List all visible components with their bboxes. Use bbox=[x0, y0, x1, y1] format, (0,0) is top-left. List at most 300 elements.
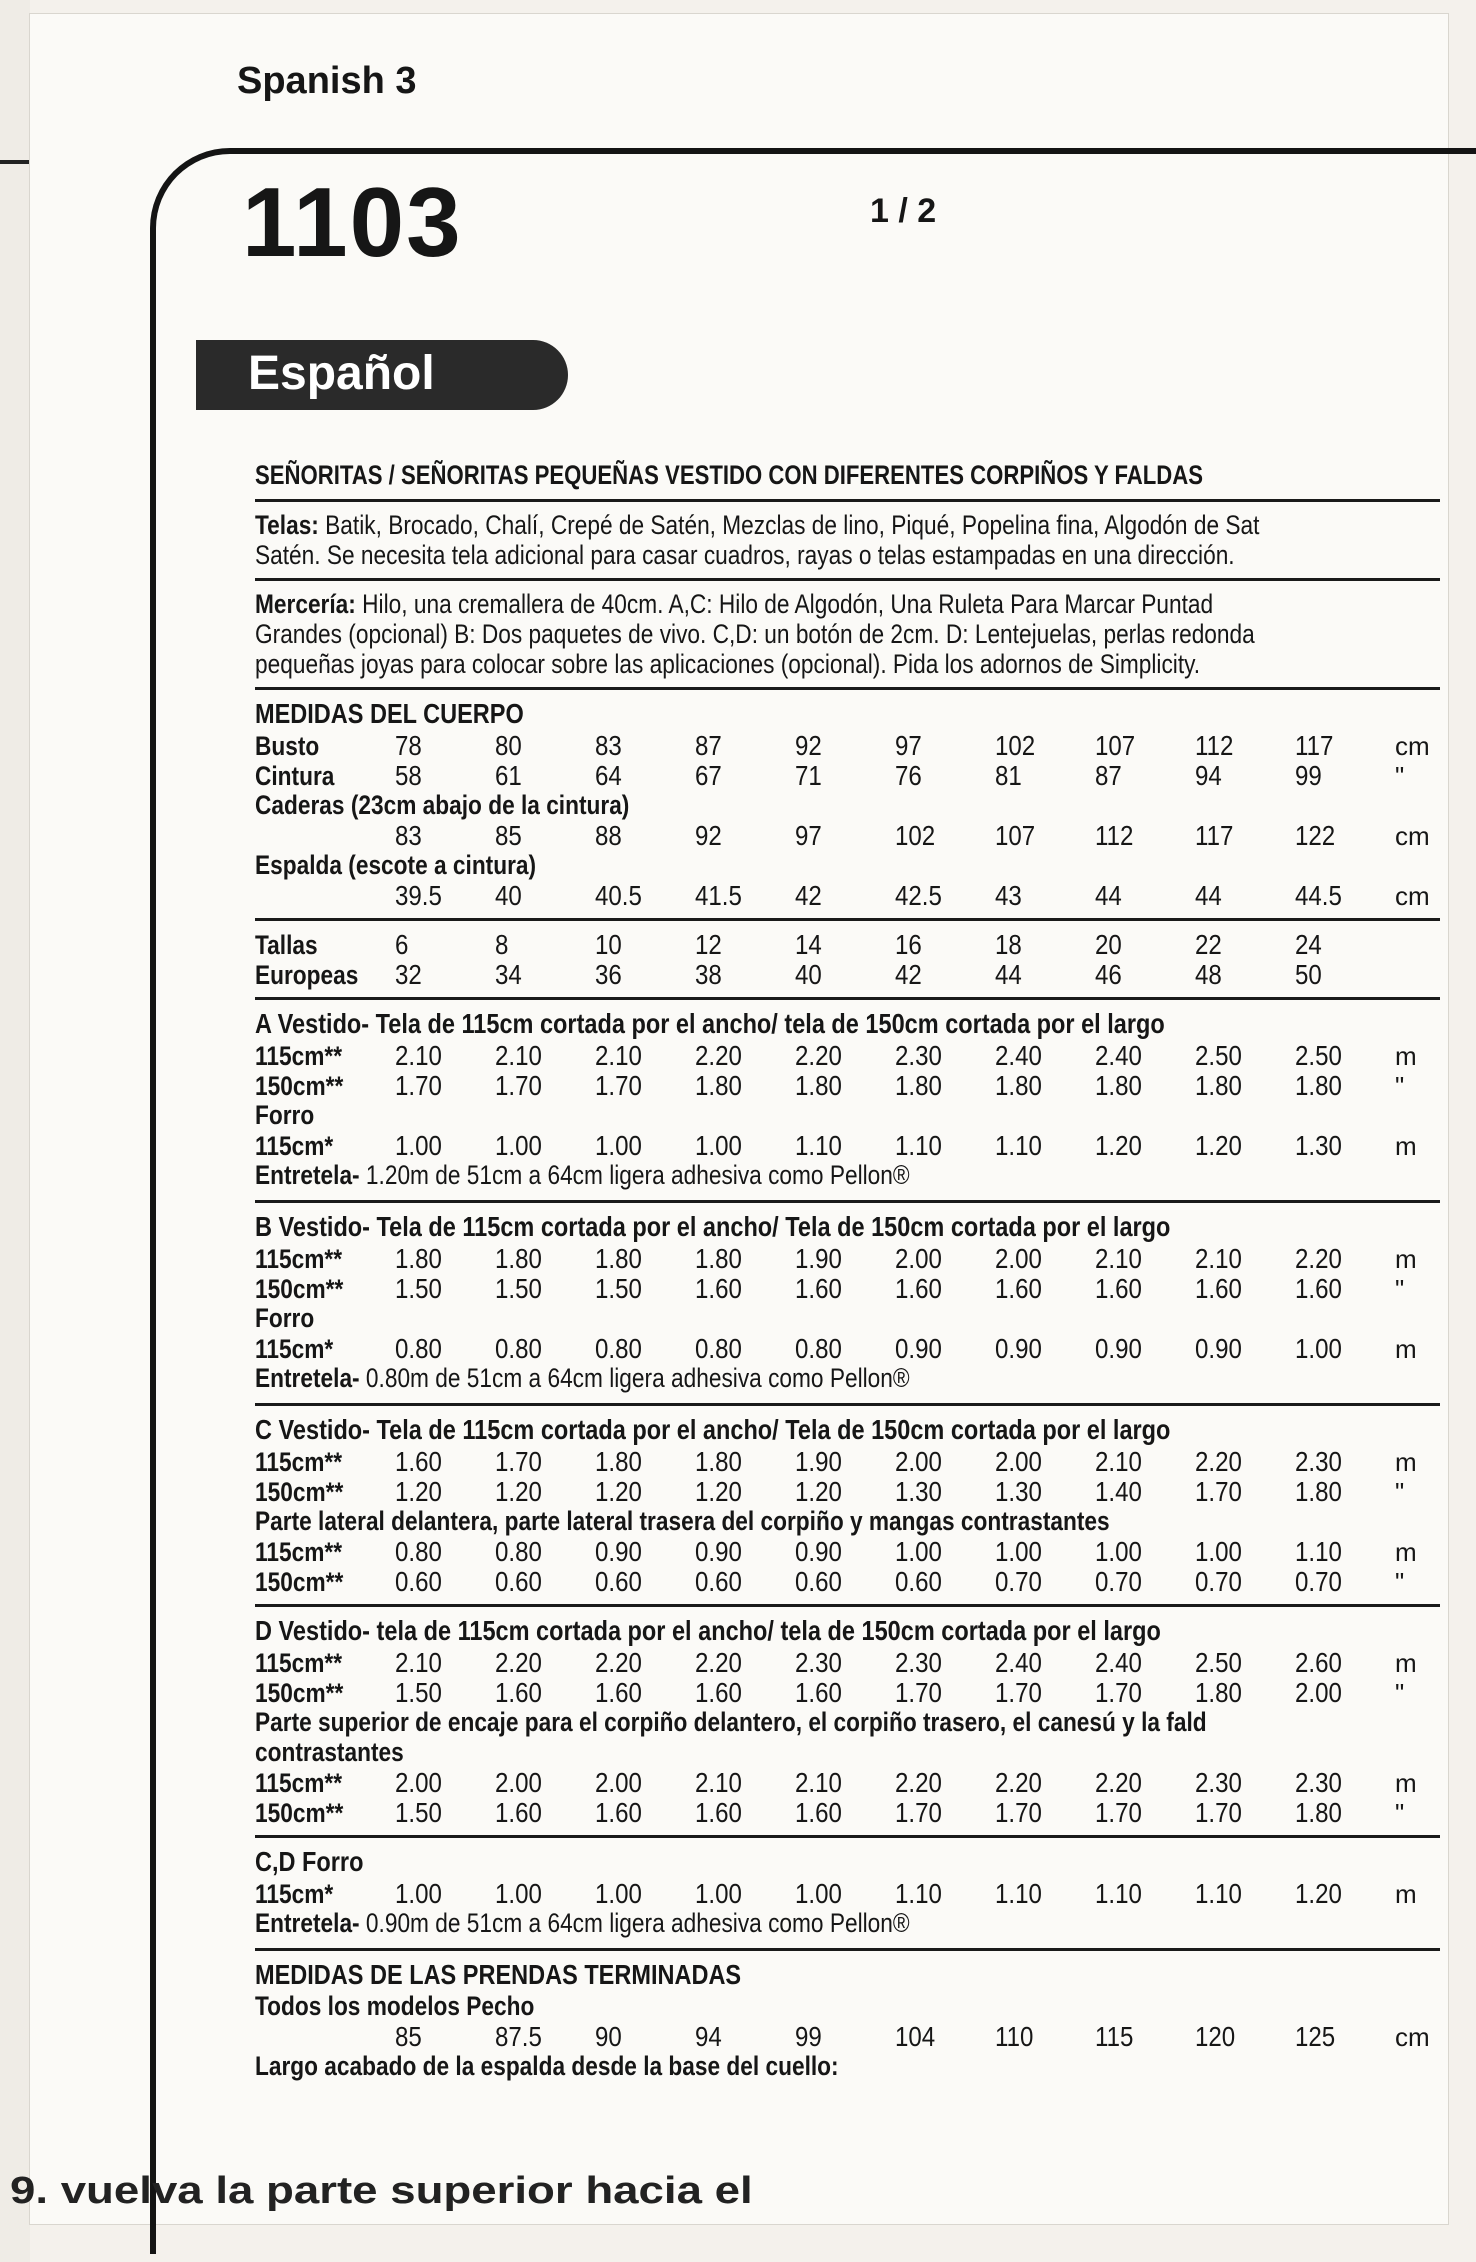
row-label: 115cm** bbox=[255, 1648, 343, 1678]
table-cell: 1.00 bbox=[395, 1130, 442, 1161]
table-cell: 1.70 bbox=[995, 1797, 1042, 1828]
table-row bbox=[255, 1333, 1440, 1363]
table-cell: 50 bbox=[1295, 959, 1322, 990]
sizes-table bbox=[255, 929, 1440, 989]
divider bbox=[255, 1403, 1440, 1406]
table-cell: 2.20 bbox=[1295, 1243, 1342, 1274]
table-cell: 44 bbox=[1095, 880, 1122, 911]
unit-cell: m bbox=[1395, 1879, 1417, 1909]
table-cell: 2.50 bbox=[1295, 1040, 1342, 1071]
table-cell: 76 bbox=[895, 760, 922, 791]
table-cell: 1.10 bbox=[995, 1878, 1042, 1909]
table-cell: 64 bbox=[595, 760, 622, 791]
table-cell: 1.00 bbox=[1295, 1333, 1342, 1364]
table-cell: 1.80 bbox=[395, 1243, 442, 1274]
table-cell: 40 bbox=[795, 959, 822, 990]
table-cell: 2.50 bbox=[1195, 1647, 1242, 1678]
table-cell: 1.70 bbox=[1095, 1677, 1142, 1708]
unit-cell: cm bbox=[1395, 2022, 1430, 2052]
table-cell: 1.10 bbox=[995, 1130, 1042, 1161]
table-cell: 8 bbox=[495, 929, 509, 960]
table-cell: 0.90 bbox=[695, 1536, 742, 1567]
divider bbox=[255, 997, 1440, 1000]
view-a-yardage bbox=[255, 1008, 1440, 1192]
unit-cell: cm bbox=[1395, 881, 1430, 911]
table-cell: 122 bbox=[1295, 820, 1336, 851]
table-cell: 44 bbox=[1195, 880, 1222, 911]
table-cell: 2.10 bbox=[795, 1767, 842, 1798]
table-cell: 0.60 bbox=[495, 1566, 542, 1597]
edge-mark bbox=[0, 160, 30, 164]
table-cell: 110 bbox=[995, 2021, 1034, 2052]
table-cell: 1.60 bbox=[795, 1273, 842, 1304]
table-cell: 1.80 bbox=[695, 1446, 742, 1477]
table-cell: 0.90 bbox=[595, 1536, 642, 1567]
row-label: Cintura bbox=[255, 761, 335, 791]
table-cell: 83 bbox=[595, 730, 622, 761]
table-cell: 40.5 bbox=[595, 880, 642, 911]
unit-cell: cm bbox=[1395, 821, 1430, 851]
table-cell: 1.90 bbox=[795, 1243, 842, 1274]
table-cell: 1.80 bbox=[1095, 1070, 1142, 1101]
table-cell: 83 bbox=[395, 820, 422, 851]
table-cell: 48 bbox=[1195, 959, 1222, 990]
unit-cell: m bbox=[1395, 1648, 1417, 1678]
table-cell: 1.00 bbox=[695, 1130, 742, 1161]
table-cell: 1.80 bbox=[495, 1243, 542, 1274]
unit-cell: m bbox=[1395, 1244, 1417, 1274]
table-cell: 2.10 bbox=[595, 1040, 642, 1071]
table-cell: 1.70 bbox=[895, 1797, 942, 1828]
table-row bbox=[255, 1677, 1440, 1707]
hips-label: Caderas (23cm abajo de la cintura) bbox=[255, 790, 630, 820]
table-cell: 112 bbox=[1095, 820, 1134, 851]
table-cell: 1.00 bbox=[895, 1536, 942, 1567]
table-cell: 0.80 bbox=[495, 1333, 542, 1364]
table-cell: 2.30 bbox=[1195, 1767, 1242, 1798]
table-cell: 2.40 bbox=[995, 1647, 1042, 1678]
table-cell: 1.80 bbox=[795, 1070, 842, 1101]
section-label: Spanish 3 bbox=[237, 60, 417, 102]
table-cell: 1.60 bbox=[495, 1677, 542, 1708]
finished-title: MEDIDAS DE LAS PRENDAS TERMINADAS bbox=[255, 1959, 742, 1990]
table-cell: 2.40 bbox=[1095, 1040, 1142, 1071]
table-cell: 1.80 bbox=[1295, 1797, 1342, 1828]
table-row bbox=[255, 1130, 1440, 1160]
table-cell: 1.60 bbox=[795, 1677, 842, 1708]
table-cell: 107 bbox=[995, 820, 1036, 851]
table-cell: 42 bbox=[795, 880, 822, 911]
table-cell: 2.20 bbox=[595, 1647, 642, 1678]
interfacing-label: Entretela- bbox=[255, 1363, 360, 1393]
table-cell: 1.80 bbox=[1295, 1476, 1342, 1507]
table-cell: 22 bbox=[1195, 929, 1222, 960]
unit-cell: " bbox=[1395, 1274, 1405, 1304]
table-cell: 1.30 bbox=[895, 1476, 942, 1507]
language-tab-label: Español bbox=[248, 347, 435, 400]
table-cell: 0.80 bbox=[395, 1536, 442, 1567]
table-cell: 2.00 bbox=[895, 1446, 942, 1477]
page-indicator: 1 / 2 bbox=[870, 192, 937, 230]
table-cell: 0.70 bbox=[1195, 1566, 1242, 1597]
table-cell: 0.80 bbox=[395, 1333, 442, 1364]
interfacing-note bbox=[255, 1363, 1250, 1395]
table-cell: 2.40 bbox=[1095, 1647, 1142, 1678]
table-row bbox=[255, 1446, 1440, 1476]
unit-cell: " bbox=[1395, 1678, 1405, 1708]
table-cell: 2.20 bbox=[795, 1040, 842, 1071]
table-cell: 20 bbox=[1095, 929, 1122, 960]
table-cell: 2.00 bbox=[595, 1767, 642, 1798]
table-cell: 1.60 bbox=[695, 1797, 742, 1828]
table-cell: 24 bbox=[1295, 929, 1322, 960]
view-d-yardage bbox=[255, 1615, 1440, 1827]
cut-off-footer bbox=[0, 2170, 1476, 2230]
table-cell: 46 bbox=[1095, 959, 1122, 990]
interfacing-note bbox=[255, 1160, 1250, 1192]
row-label: 115cm** bbox=[255, 1041, 343, 1071]
table-cell: 42.5 bbox=[895, 880, 942, 911]
lining-label: Forro bbox=[255, 1100, 315, 1130]
table-cell: 92 bbox=[695, 820, 722, 851]
notions-text: Hilo, una cremallera de 40cm. A,C: Hilo de Algodón, Una Ruleta Para Marcar Puntad Grandes (opcional) B: Dos paquetes de vivo. C,D: un botón de 2cm. D: Lentejuelas, perlas redonda pequeñas joyas para colocar sobre las aplicaciones (opcional). Pida los adornos de Simplicity. bbox=[255, 589, 1255, 679]
table-cell: 2.00 bbox=[995, 1243, 1042, 1274]
table-cell: 78 bbox=[395, 730, 422, 761]
table-cell: 1.00 bbox=[595, 1878, 642, 1909]
table-cell: 0.80 bbox=[595, 1333, 642, 1364]
table-cell: 1.80 bbox=[995, 1070, 1042, 1101]
table-cell: 2.30 bbox=[895, 1040, 942, 1071]
table-cell: 41.5 bbox=[695, 880, 742, 911]
interfacing-label: Entretela- bbox=[255, 1160, 360, 1190]
table-cell: 112 bbox=[1195, 730, 1234, 761]
table-cell: 1.60 bbox=[795, 1797, 842, 1828]
table-row bbox=[255, 730, 1440, 760]
table-cell: 1.70 bbox=[495, 1070, 542, 1101]
table-cell: 2.00 bbox=[995, 1446, 1042, 1477]
table-cell: 1.50 bbox=[595, 1273, 642, 1304]
view-cd-lining bbox=[255, 1846, 1440, 1940]
view-b-yardage bbox=[255, 1211, 1440, 1395]
table-cell: 2.30 bbox=[795, 1647, 842, 1678]
body-measurements-title: MEDIDAS DEL CUERPO bbox=[255, 698, 524, 729]
table-cell: 2.20 bbox=[695, 1040, 742, 1071]
table-cell: 1.80 bbox=[595, 1243, 642, 1274]
table-cell: 2.30 bbox=[1295, 1446, 1342, 1477]
table-cell: 1.00 bbox=[595, 1130, 642, 1161]
table-cell: 1.60 bbox=[395, 1446, 442, 1477]
table-cell: 38 bbox=[695, 959, 722, 990]
table-cell: 1.00 bbox=[695, 1878, 742, 1909]
table-cell: 1.60 bbox=[895, 1273, 942, 1304]
body-measurements bbox=[255, 698, 1440, 910]
table-cell: 32 bbox=[395, 959, 422, 990]
view-d-title: D Vestido- tela de 115cm cortada por el ancho/ tela de 150cm cortada por el largo bbox=[255, 1615, 1161, 1646]
table-cell: 39.5 bbox=[395, 880, 442, 911]
divider bbox=[255, 1948, 1440, 1951]
lace-label-cont: contrastantes bbox=[255, 1737, 404, 1767]
table-cell: 0.80 bbox=[495, 1536, 542, 1567]
table-row bbox=[255, 820, 1440, 850]
table-cell: 2.40 bbox=[995, 1040, 1042, 1071]
table-cell: 2.10 bbox=[395, 1647, 442, 1678]
table-cell: 1.70 bbox=[895, 1677, 942, 1708]
table-cell: 1.00 bbox=[1195, 1536, 1242, 1567]
row-label: 150cm** bbox=[255, 1678, 344, 1708]
table-row bbox=[255, 1767, 1440, 1797]
table-cell: 1.40 bbox=[1095, 1476, 1142, 1507]
table-cell: 1.70 bbox=[495, 1446, 542, 1477]
table-cell: 58 bbox=[395, 760, 422, 791]
table-cell: 67 bbox=[695, 760, 722, 791]
table-cell: 1.70 bbox=[1195, 1797, 1242, 1828]
table-cell: 10 bbox=[595, 929, 622, 960]
interfacing-text: 0.80m de 51cm a 64cm ligera adhesiva como Pellon® bbox=[359, 1363, 910, 1393]
table-cell: 1.60 bbox=[1095, 1273, 1142, 1304]
table-cell: 102 bbox=[995, 730, 1036, 761]
table-cell: 2.20 bbox=[895, 1767, 942, 1798]
table-cell: 0.60 bbox=[795, 1566, 842, 1597]
table-cell: 0.60 bbox=[595, 1566, 642, 1597]
unit-cell: cm bbox=[1395, 731, 1430, 761]
view-b-title: B Vestido- Tela de 115cm cortada por el ancho/ Tela de 150cm cortada por el largo bbox=[255, 1211, 1171, 1242]
view-a-title: A Vestido- Tela de 115cm cortada por el ancho/ tela de 150cm cortada por el largo bbox=[255, 1008, 1165, 1039]
table-cell: 2.00 bbox=[1295, 1677, 1342, 1708]
table-cell: 0.80 bbox=[795, 1333, 842, 1364]
table-cell: 0.60 bbox=[695, 1566, 742, 1597]
unit-cell: m bbox=[1395, 1334, 1417, 1364]
table-cell: 117 bbox=[1295, 730, 1334, 761]
row-label: Busto bbox=[255, 731, 320, 761]
table-row bbox=[255, 1647, 1440, 1677]
table-cell: 1.00 bbox=[1095, 1536, 1142, 1567]
table-cell: 1.70 bbox=[995, 1677, 1042, 1708]
row-label: 150cm** bbox=[255, 1798, 344, 1828]
notions-label: Mercería: bbox=[255, 589, 356, 619]
table-cell: 1.80 bbox=[1195, 1677, 1242, 1708]
divider bbox=[255, 1200, 1440, 1203]
table-cell: 0.90 bbox=[895, 1333, 942, 1364]
table-cell: 1.60 bbox=[695, 1273, 742, 1304]
table-cell: 0.90 bbox=[1095, 1333, 1142, 1364]
table-cell: 1.20 bbox=[695, 1476, 742, 1507]
table-cell: 107 bbox=[1095, 730, 1136, 761]
divider bbox=[255, 578, 1440, 581]
table-cell: 1.60 bbox=[595, 1677, 642, 1708]
divider bbox=[255, 1835, 1440, 1838]
row-label: 115cm** bbox=[255, 1447, 343, 1477]
table-cell: 1.20 bbox=[1195, 1130, 1242, 1161]
table-cell: 102 bbox=[895, 820, 936, 851]
pattern-number: 1103 bbox=[242, 167, 463, 277]
table-cell: 2.20 bbox=[695, 1647, 742, 1678]
table-cell: 99 bbox=[795, 2021, 822, 2052]
table-cell: 71 bbox=[795, 760, 822, 791]
table-cell: 0.90 bbox=[995, 1333, 1042, 1364]
back-length-label: Largo acabado de la espalda desde la base del cuello: bbox=[255, 2051, 839, 2081]
table-row bbox=[255, 1070, 1440, 1100]
table-cell: 2.50 bbox=[1195, 1040, 1242, 1071]
table-cell: 90 bbox=[595, 2021, 622, 2052]
fabrics-label: Telas: bbox=[255, 510, 319, 540]
table-cell: 1.00 bbox=[395, 1878, 442, 1909]
table-cell: 117 bbox=[1195, 820, 1234, 851]
table-cell: 1.50 bbox=[395, 1797, 442, 1828]
table-cell: 1.70 bbox=[395, 1070, 442, 1101]
table-row bbox=[255, 959, 1440, 989]
table-row bbox=[255, 1566, 1440, 1596]
unit-cell: " bbox=[1395, 761, 1405, 791]
table-cell: 97 bbox=[895, 730, 922, 761]
table-cell: 1.20 bbox=[395, 1476, 442, 1507]
table-row bbox=[255, 1536, 1440, 1566]
row-label: 150cm** bbox=[255, 1274, 344, 1304]
table-row bbox=[255, 1040, 1440, 1070]
table-cell: 1.20 bbox=[595, 1476, 642, 1507]
table-row bbox=[255, 1476, 1440, 1506]
table-cell: 88 bbox=[595, 820, 622, 851]
table-cell: 1.10 bbox=[895, 1878, 942, 1909]
table-cell: 1.30 bbox=[1295, 1130, 1342, 1161]
table-cell: 2.20 bbox=[1195, 1446, 1242, 1477]
table-cell: 2.30 bbox=[895, 1647, 942, 1678]
row-label: 115cm* bbox=[255, 1879, 334, 1909]
interfacing-text: 1.20m de 51cm a 64cm ligera adhesiva como Pellon® bbox=[359, 1160, 910, 1190]
table-cell: 34 bbox=[495, 959, 522, 990]
lace-label: Parte superior de encaje para el corpiño delantero, el corpiño trasero, el canesú y la fald bbox=[255, 1707, 1207, 1737]
table-cell: 2.20 bbox=[495, 1647, 542, 1678]
table-cell: 2.10 bbox=[1195, 1243, 1242, 1274]
table-cell: 1.80 bbox=[1195, 1070, 1242, 1101]
table-cell: 1.10 bbox=[1195, 1878, 1242, 1909]
table-row bbox=[255, 929, 1440, 959]
table-cell: 1.20 bbox=[495, 1476, 542, 1507]
table-cell: 85 bbox=[395, 2021, 422, 2052]
table-cell: 44 bbox=[995, 959, 1022, 990]
table-cell: 2.00 bbox=[395, 1767, 442, 1798]
table-cell: 115 bbox=[1095, 2021, 1134, 2052]
left-page-edge bbox=[0, 0, 30, 2262]
row-label: Europeas bbox=[255, 960, 359, 990]
table-cell: 125 bbox=[1295, 2021, 1336, 2052]
back-label: Espalda (escote a cintura) bbox=[255, 850, 537, 880]
table-row bbox=[255, 1243, 1440, 1273]
table-cell: 0.60 bbox=[395, 1566, 442, 1597]
table-cell: 0.70 bbox=[1095, 1566, 1142, 1597]
table-cell: 1.60 bbox=[995, 1273, 1042, 1304]
table-cell: 44.5 bbox=[1295, 880, 1342, 911]
table-row bbox=[255, 880, 1440, 910]
table-cell: 1.60 bbox=[1295, 1273, 1342, 1304]
fabrics-paragraph bbox=[255, 510, 1439, 570]
table-cell: 1.60 bbox=[1195, 1273, 1242, 1304]
divider bbox=[255, 1604, 1440, 1607]
table-cell: 1.80 bbox=[895, 1070, 942, 1101]
table-cell: 1.50 bbox=[495, 1273, 542, 1304]
table-cell: 16 bbox=[895, 929, 922, 960]
table-cell: 2.10 bbox=[395, 1040, 442, 1071]
contrast-label: Parte lateral delantera, parte lateral trasera del corpiño y mangas contrastantes bbox=[255, 1506, 1110, 1536]
table-row bbox=[255, 1797, 1440, 1827]
table-cell: 0.90 bbox=[795, 1536, 842, 1567]
footer-text: 9. vuelva la parte superior hacia el bbox=[10, 2170, 753, 2212]
table-cell: 0.70 bbox=[1295, 1566, 1342, 1597]
table-cell: 94 bbox=[1195, 760, 1222, 791]
divider bbox=[255, 918, 1440, 921]
unit-cell: m bbox=[1395, 1537, 1417, 1567]
table-cell: 2.10 bbox=[495, 1040, 542, 1071]
table-cell: 1.10 bbox=[795, 1130, 842, 1161]
table-cell: 1.70 bbox=[1095, 1797, 1142, 1828]
table-cell: 2.10 bbox=[1095, 1243, 1142, 1274]
row-label: 115cm** bbox=[255, 1244, 343, 1274]
pattern-title: SEÑORITAS / SEÑORITAS PEQUEÑAS VESTIDO CON DIFERENTES CORPIÑOS Y FALDAS bbox=[255, 460, 1204, 490]
table-row bbox=[255, 1273, 1440, 1303]
table-cell: 92 bbox=[795, 730, 822, 761]
table-cell: 97 bbox=[795, 820, 822, 851]
table-cell: 1.10 bbox=[895, 1130, 942, 1161]
unit-cell: m bbox=[1395, 1447, 1417, 1477]
unit-cell: m bbox=[1395, 1131, 1417, 1161]
finished-measurements bbox=[255, 1959, 1440, 2081]
table-cell: 1.80 bbox=[595, 1446, 642, 1477]
table-cell: 2.20 bbox=[995, 1767, 1042, 1798]
fabrics-text: Batik, Brocado, Chalí, Crepé de Satén, Mezclas de lino, Piqué, Popelina fina, Algodón de Sat Satén. Se necesita tela adicional para casar cuadros, rayas o telas estampadas en una dirección. bbox=[255, 510, 1260, 570]
table-cell: 1.20 bbox=[1095, 1130, 1142, 1161]
table-cell: 1.10 bbox=[1295, 1536, 1342, 1567]
table-cell: 1.60 bbox=[495, 1797, 542, 1828]
interfacing-text: 0.90m de 51cm a 64cm ligera adhesiva como Pellon® bbox=[359, 1908, 910, 1938]
view-c-yardage bbox=[255, 1414, 1440, 1596]
table-cell: 18 bbox=[995, 929, 1022, 960]
row-label: 150cm** bbox=[255, 1567, 344, 1597]
row-label: 115cm* bbox=[255, 1334, 334, 1364]
table-cell: 0.80 bbox=[695, 1333, 742, 1364]
interfacing-note bbox=[255, 1908, 1250, 1940]
language-tab bbox=[196, 340, 568, 410]
table-cell: 1.30 bbox=[995, 1476, 1042, 1507]
table-cell: 1.10 bbox=[1095, 1878, 1142, 1909]
table-cell: 1.00 bbox=[495, 1130, 542, 1161]
table-cell: 0.60 bbox=[895, 1566, 942, 1597]
lining-label: Forro bbox=[255, 1303, 315, 1333]
row-label: 150cm** bbox=[255, 1071, 344, 1101]
table-cell: 43 bbox=[995, 880, 1022, 911]
table-cell: 1.00 bbox=[495, 1878, 542, 1909]
table-cell: 1.20 bbox=[1295, 1878, 1342, 1909]
table-cell: 2.60 bbox=[1295, 1647, 1342, 1678]
unit-cell: " bbox=[1395, 1071, 1405, 1101]
table-cell: 1.60 bbox=[695, 1677, 742, 1708]
table-cell: 85 bbox=[495, 820, 522, 851]
table-cell: 2.10 bbox=[695, 1767, 742, 1798]
table-cell: 81 bbox=[995, 760, 1022, 791]
table-cell: 1.50 bbox=[395, 1677, 442, 1708]
table-cell: 0.70 bbox=[995, 1566, 1042, 1597]
finished-sub: Todos los modelos Pecho bbox=[255, 1991, 535, 2021]
table-cell: 1.20 bbox=[795, 1476, 842, 1507]
table-cell: 87 bbox=[1095, 760, 1122, 791]
table-row bbox=[255, 760, 1440, 790]
row-label: 115cm** bbox=[255, 1537, 343, 1567]
table-cell: 1.00 bbox=[795, 1878, 842, 1909]
table-cell: 1.80 bbox=[695, 1243, 742, 1274]
table-cell: 2.30 bbox=[1295, 1767, 1342, 1798]
row-label: 115cm** bbox=[255, 1768, 343, 1798]
table-cell: 1.80 bbox=[1295, 1070, 1342, 1101]
table-cell: 87 bbox=[695, 730, 722, 761]
table-row bbox=[255, 1878, 1440, 1908]
